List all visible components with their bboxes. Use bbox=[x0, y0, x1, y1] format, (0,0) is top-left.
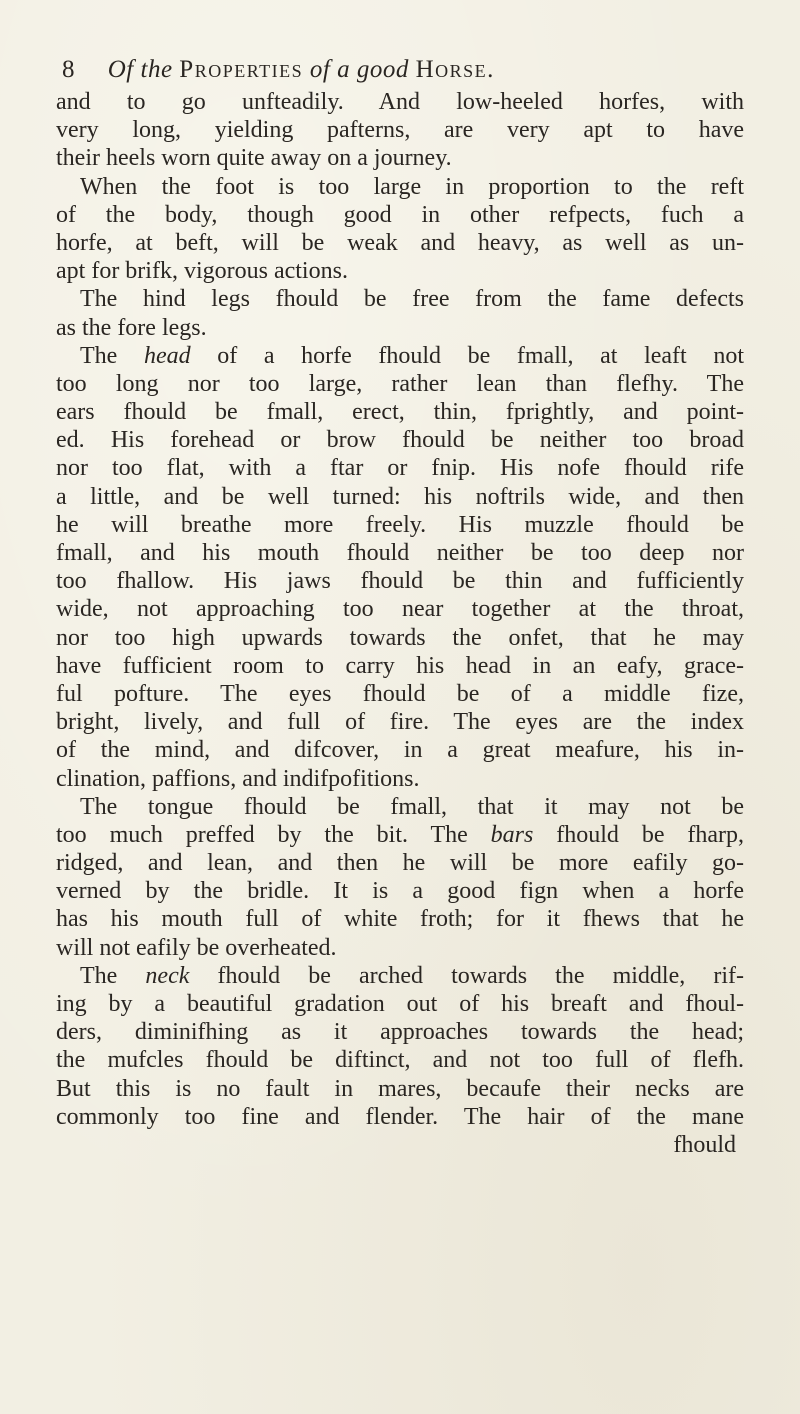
text-line bbox=[56, 173, 744, 201]
text-segment: he will breathe more freely. His muzzle fhould be bbox=[56, 511, 744, 538]
text-segment: nor too flat, with a ftar or fnip. His nofe fhould rife bbox=[56, 455, 744, 482]
text-line bbox=[56, 342, 744, 370]
italic-term: head bbox=[143, 342, 191, 369]
text-segment: a little, and be well turned: his noftrils wide, and then bbox=[56, 483, 744, 510]
text-line bbox=[56, 934, 744, 962]
text-line bbox=[56, 257, 744, 285]
text-segment: their heels worn quite away on a journey. bbox=[56, 145, 452, 172]
page-number: 8 bbox=[62, 56, 75, 83]
text-segment: the mufcles fhould be diftinct, and not too full of flefh. bbox=[56, 1047, 744, 1074]
header-good: good bbox=[356, 56, 409, 83]
text-line bbox=[56, 201, 744, 229]
text-line bbox=[56, 88, 744, 116]
text-segment: of a horfe fhould be fmall, at leaft not bbox=[190, 342, 744, 369]
text-segment: fhould be arched towards the middle, rif- bbox=[189, 962, 744, 989]
text-segment: as the fore legs. bbox=[56, 314, 207, 341]
text-segment: very long, yielding pafterns, are very apt to have bbox=[56, 117, 744, 144]
text-line bbox=[56, 849, 744, 877]
text-line bbox=[56, 1075, 744, 1103]
text-line bbox=[56, 652, 744, 680]
text-line bbox=[56, 567, 744, 595]
text-segment: of the mind, and difcover, in a great meafure, his in- bbox=[56, 737, 744, 764]
text-segment: clination, paffions, and indifpofitions. bbox=[56, 765, 420, 792]
text-line bbox=[56, 736, 744, 764]
text-segment: and to go unfteadily. And low-heeled horfes, with bbox=[56, 89, 744, 115]
text-segment: too much preffed by the bit. The bbox=[56, 821, 491, 848]
text-segment: The bbox=[80, 342, 144, 369]
text-segment: bright, lively, and full of fire. The eyes are the index bbox=[56, 709, 744, 736]
text-segment: verned by the bridle. It is a good fign when a horfe bbox=[56, 878, 744, 905]
text-line bbox=[56, 454, 744, 482]
text-line bbox=[56, 116, 744, 144]
text-segment: too long nor too large, rather lean than flefhy. The bbox=[56, 370, 744, 397]
text-segment: ful pofture. The eyes fhould be of a middle fize, bbox=[56, 680, 744, 707]
text-segment: horfe, at beft, will be weak and heavy, as well as un- bbox=[56, 229, 744, 256]
text-segment: commonly too fine and flender. The hair of the mane bbox=[56, 1103, 744, 1130]
text-segment: wide, not approaching too near together at the throat, bbox=[56, 596, 744, 623]
text-segment: has his mouth full of white froth; for it fhews that he bbox=[56, 906, 744, 933]
text-line bbox=[56, 370, 744, 398]
italic-term: bars bbox=[490, 821, 534, 848]
text-line bbox=[56, 990, 744, 1018]
text-segment: The hind legs fhould be free from the fame defects bbox=[80, 286, 744, 313]
text-line bbox=[56, 624, 744, 652]
text-segment: apt for brifk, vigorous actions. bbox=[56, 258, 348, 285]
text-line bbox=[56, 821, 744, 849]
text-segment: The bbox=[80, 962, 146, 989]
running-header bbox=[62, 56, 732, 90]
text-line bbox=[56, 680, 744, 708]
text-segment: fmall, and his mouth fhould neither be too deep nor bbox=[56, 540, 744, 566]
text-line bbox=[56, 229, 744, 257]
text-line bbox=[56, 595, 744, 623]
text-line bbox=[56, 1018, 744, 1046]
text-segment: of the body, though good in other refpects, fuch a bbox=[56, 201, 744, 228]
catchword: fhould bbox=[673, 1131, 736, 1158]
text-line bbox=[56, 793, 744, 821]
text-segment: ridged, and lean, and then he will be more eafily go- bbox=[56, 850, 744, 877]
text-line bbox=[56, 285, 744, 313]
italic-term: neck bbox=[145, 962, 190, 989]
text-segment: will not eafily be overheated. bbox=[56, 934, 337, 961]
text-line bbox=[56, 962, 744, 990]
text-line bbox=[56, 398, 744, 426]
text-segment: ing by a beautiful gradation out of his breaft and fhoul- bbox=[56, 991, 744, 1017]
text-segment: But this is no fault in mares, becaufe their necks are bbox=[56, 1075, 744, 1102]
text-line bbox=[56, 877, 744, 905]
text-segment: fhould be fharp, bbox=[533, 821, 744, 848]
text-segment: The tongue fhould be fmall, that it may not be bbox=[80, 793, 744, 820]
text-line bbox=[56, 144, 744, 172]
text-line bbox=[56, 1046, 744, 1074]
text-segment: ed. His forehead or brow fhould be neither too broad bbox=[56, 427, 744, 454]
text-line bbox=[56, 483, 744, 511]
text-line bbox=[56, 314, 744, 342]
header-of-the: Of the bbox=[107, 56, 173, 83]
text-line bbox=[56, 511, 744, 539]
body-text bbox=[56, 88, 744, 1159]
text-line bbox=[56, 765, 744, 793]
text-segment: ders, diminifhing as it approaches towards the head; bbox=[56, 1019, 744, 1046]
text-segment: too fhallow. His jaws fhould be thin and fufficiently bbox=[56, 568, 744, 595]
text-line bbox=[56, 708, 744, 736]
header-properties: Properties bbox=[179, 56, 304, 83]
header-of: of bbox=[309, 56, 331, 83]
header-a: a bbox=[337, 56, 351, 83]
text-line bbox=[56, 1103, 744, 1131]
text-segment: nor too high upwards towards the onfet, that he may bbox=[56, 624, 744, 651]
text-line bbox=[56, 539, 744, 567]
text-line bbox=[56, 905, 744, 933]
text-line bbox=[56, 426, 744, 454]
text-segment: have fufficient room to carry his head in an eafy, grace- bbox=[56, 652, 744, 679]
text-segment: ears fhould be fmall, erect, thin, fprightly, and point- bbox=[56, 399, 744, 426]
text-segment: When the foot is too large in proportion to the reft bbox=[80, 173, 744, 200]
header-horse: Horse. bbox=[415, 56, 495, 83]
